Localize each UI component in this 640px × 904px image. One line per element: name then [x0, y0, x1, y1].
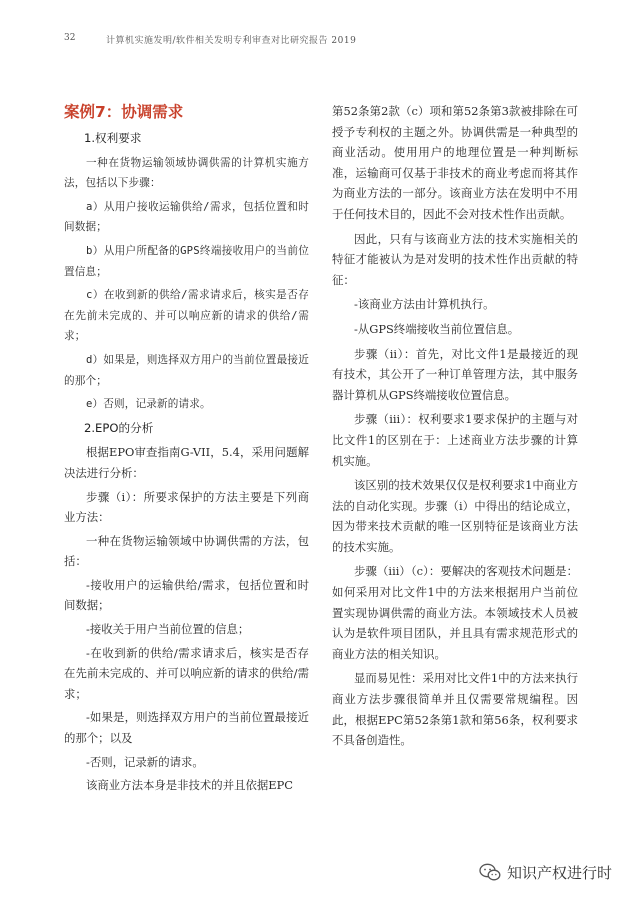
claim-paragraph: 一种在货物运输领域协调供需的计算机实施方法，包括以下步骤：: [64, 156, 309, 190]
body-paragraph: 该区别的技术效果仅仅是权利要求1中商业方法的自动化实现。步骤（i）中得出的结论成立，因为带来技术贡献的唯一区别特征是该商业方法的技术实施。: [332, 478, 578, 554]
body-paragraph: 因此，只有与该商业方法的技术实施相关的特征才能被认为是对发明的技术性作出贡献的特征：: [332, 231, 578, 287]
right-column: [332, 101, 578, 755]
body-paragraph: 一种在货物运输领域中协调供需的方法，包括：: [64, 533, 309, 569]
body-paragraph: 第52条第2款（c）项和第52条第3款被排除在可授予专利权的主题之外。协调供需是一种典型的商业活动。使用用户的地理位置是一种判断标准，运输商可仅基于非技术的商业考虑而将其作为商业方法的一部分。该商业方法在发明中不用于任何技术目的，因此不会对技术性作出贡献。: [332, 104, 578, 221]
claim-paragraph: d）如果是，则选择双方用户的当前位置最接近的那个；: [64, 353, 309, 387]
body-paragraph: 显而易见性：采用对比文件1中的方法来执行商业方法步骤很简单并且仅需要常规编程。因此，根据EPC第52条第1款和第56条，权利要求不具备创造性。: [332, 671, 578, 748]
wechat-icon: [479, 863, 501, 881]
body-paragraph: -如果是，则选择双方用户的当前位置最接近的那个；以及: [64, 710, 309, 746]
claim-paragraph: a）从用户接收运输供给/需求，包括位置和时间数据；: [64, 200, 309, 234]
case-title: 案例7：协调需求: [64, 103, 184, 121]
body-paragraph: -接收关于用户当前位置的信息；: [86, 622, 250, 637]
right-column-body: [332, 101, 578, 751]
body-paragraph: 根据EPO审查指南G-VII，5.4，采用问题解决法进行分析：: [64, 445, 309, 480]
body-paragraph: -在收到新的供给/需求请求后，核实是否存在先前未完成的、并可以响应新的请求的供给/需求；: [64, 645, 309, 701]
claim-paragraph: e）否则，记录新的请求。: [86, 398, 211, 411]
page-header: [0, 0, 640, 46]
body-paragraph: -该商业方法由计算机执行。: [354, 297, 495, 312]
body-paragraph: 步骤（ii）：首先，对比文件1是最接近的现有技术，其公开了一种订单管理方法，其中服务器计算机从GPS终端接收位置信息。: [332, 346, 578, 402]
body-paragraph: -否则，记录新的请求。: [86, 754, 204, 769]
left-column-body: [64, 128, 309, 796]
running-title: 计算机实施发明/软件相关发明专利审查对比研究报告 2019: [106, 36, 357, 46]
body-paragraph: 步骤（iii）（c）：要解决的客观技术问题是：如何采用对比文件1中的方法来根据用户当前位置实现协调供需的商业方法。本领域技术人员被认为是软件项目团队，并且具有需求规范形式的商业方法的相关知识。: [332, 564, 578, 661]
watermark-account-name: 知识产权进行时: [506, 863, 612, 882]
claim-paragraph: c）在收到新的供给/需求请求后，核实是否存在先前未完成的、并可以响应新的请求的供给/需求；: [64, 289, 309, 343]
body-paragraph: -从GPS终端接收当前位置信息。: [354, 321, 520, 336]
body-paragraph: 步骤（iii）：权利要求1要求保护的主题与对比文件1的区别在于：上述商业方法步骤的计算机实施。: [332, 412, 578, 468]
section-heading: 1.权利要求: [84, 131, 142, 145]
page-number: 32: [64, 33, 76, 43]
watermark: [479, 860, 612, 884]
body-paragraph: -接收用户的运输供给/需求，包括位置和时间数据；: [64, 577, 309, 613]
body-paragraph: 步骤（i）：所要求保护的方法主要是下列商业方法：: [64, 489, 309, 525]
left-column: [64, 100, 309, 799]
section-heading: 2.EPO的分析: [84, 420, 154, 435]
claim-paragraph: b）从用户所配备的GPS终端接收用户的当前位置信息；: [64, 244, 309, 278]
body-paragraph: 该商业方法本身是非技术的并且依据EPC: [86, 778, 293, 793]
